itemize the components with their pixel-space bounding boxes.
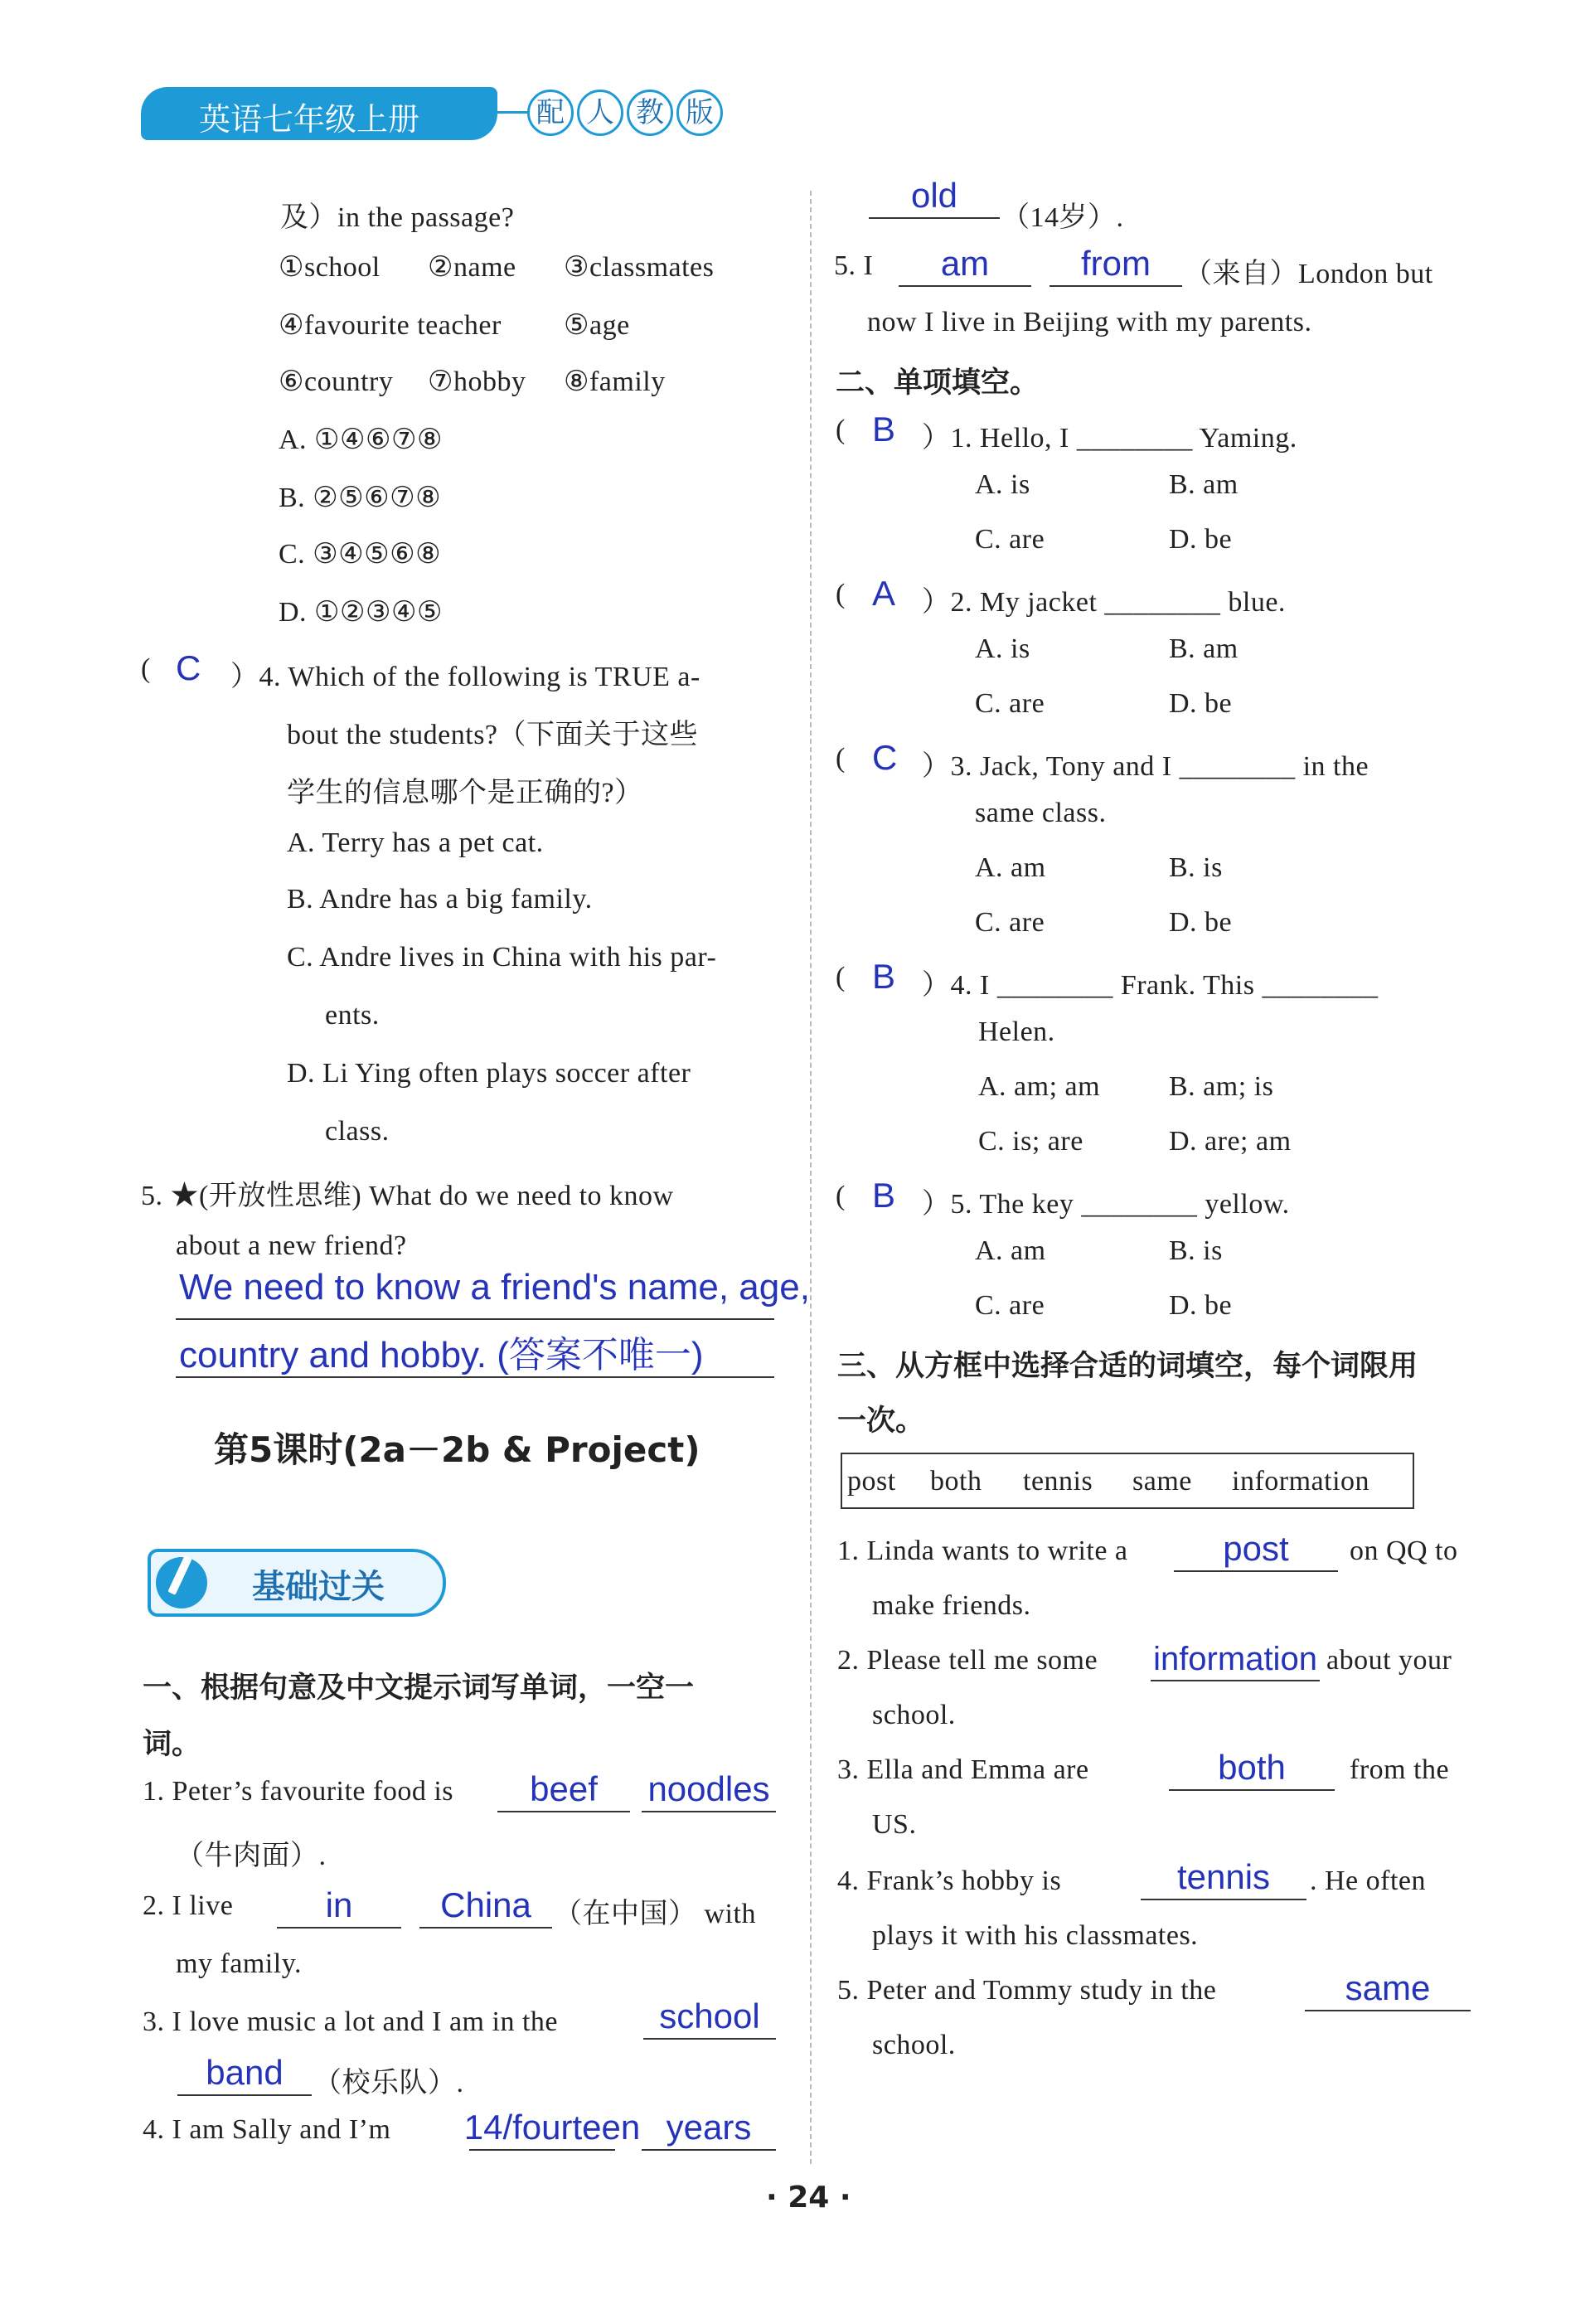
p1-s3-blank2 [177,2051,312,2096]
r-s4-post: （14岁）. [1001,202,1124,233]
badge-ren: 人 [577,90,623,136]
part2-title: 二、单项填空。 [836,366,1040,400]
mc4-stem: ）4. I ________ Frank. This ________ [922,970,1379,1001]
fill5-pre: 5. Peter and Tommy study in the [837,1975,1217,2006]
fill1-line2: make friends. [872,1590,1031,1621]
r-s4-blank [869,174,1000,219]
r-s5-answer2: from [1081,244,1151,283]
mc3-stem2: same class. [975,798,1107,828]
word-box-item: both [930,1466,982,1497]
q5-answer-line2: country and hobby. (答案不唯一) [179,1335,704,1375]
p1-s3-blank1 [643,1995,776,2040]
r-s4-answer: old [910,176,958,215]
p1-s2-pre: 2. I live [143,1890,234,1921]
fill3-pre: 3. Ella and Emma are [837,1754,1089,1785]
fill1-post: on QQ to [1350,1536,1458,1566]
mc1-opt-b: B. am [1169,469,1239,500]
q4-choice-b: B. Andre has a big family. [287,884,593,915]
q4-choice-c: C. Andre lives in China with his par- [287,942,717,973]
fill3-post: from the [1350,1754,1450,1785]
q3-option-6: ⑥country [279,366,394,397]
p1-s2-blank2 [419,1884,552,1929]
r-s5-post: （来自）London but [1184,259,1433,289]
fill4-post: . He often [1310,1866,1427,1896]
p1-s1-answer1: beef [530,1769,598,1808]
fill4-line2: plays it with his classmates. [872,1920,1199,1951]
mc4-paren: ( [836,962,846,992]
q3-tail: 及）in the passage? [280,202,515,233]
q4-paren-open: ( [141,653,151,684]
q3-choice-b: B. ②⑤⑥⑦⑧ [279,483,442,513]
mc2-answer: A [872,574,896,613]
r-s5-blank2 [1049,242,1182,287]
mc3-opt-b: B. is [1169,852,1223,883]
p1-s4-pre: 4. I am Sally and I’m [143,2114,391,2145]
badge-ban: 版 [676,90,723,136]
badge-jiao: 教 [627,90,673,136]
mc3-opt-d: D. be [1169,907,1233,938]
mc2-stem: ）2. My jacket ________ blue. [922,587,1286,618]
r-s5-line2: now I live in Beijing with my parents. [867,307,1312,337]
fill1-pre: 1. Linda wants to write a [837,1536,1128,1566]
mc1-paren: ( [836,415,846,445]
mc2-opt-d: D. be [1169,688,1233,719]
mc4-stem2: Helen. [978,1016,1055,1047]
fill4-blank [1141,1856,1306,1900]
r-s5-answer1: am [940,244,990,283]
mc4-opt-a: A. am; am [978,1071,1101,1102]
word-box-item: tennis [1023,1466,1093,1497]
p1-s1-post: （牛肉面）. [176,1841,327,1871]
q4-line2: bout the students?（下面关于这些 [287,720,699,750]
fill2-post: about your [1326,1645,1452,1676]
p1-s4-answer2: years [666,2108,752,2147]
header-connector [496,111,529,114]
mc5-answer: B [872,1176,896,1215]
r-s5-pre: 5. I [834,250,874,281]
fill2-blank [1151,1637,1320,1681]
part1-title: 一、根据句意及中文提示词写单词，一空一 [143,1671,695,1705]
fill2-answer: information [1153,1641,1317,1677]
mc3-opt-a: A. am [975,852,1046,883]
q4-choice-d: D. Li Ying often plays soccer after [287,1058,691,1089]
p1-s4-blank1 [463,2106,641,2151]
part1-title-cont: 词。 [143,1728,201,1761]
q4-choice-a: A. Terry has a pet cat. [287,827,544,858]
word-box-item: post [847,1466,896,1497]
section-badge-text: 基础过关 [252,1568,385,1606]
q4-choice-c-cont: ents. [325,1000,380,1031]
q4-choice-d-cont: class. [325,1116,390,1147]
fill3-line2: US. [872,1809,917,1840]
mc5-paren: ( [836,1181,846,1211]
mc4-opt-c: C. is; are [978,1126,1083,1157]
p1-s1-blank1 [497,1768,630,1812]
p1-s3-pre: 3. I love music a lot and I am in the [143,2006,558,2037]
p1-s2-answer2: China [440,1885,531,1924]
p1-s2-answer1: in [325,1885,353,1924]
p1-s2-post: （在中国） with [554,1899,756,1929]
p1-s4-blank2 [642,2106,776,2151]
part3-title-cont: 一次。 [837,1405,925,1438]
q3-choice-c: C. ③④⑤⑥⑧ [279,539,442,570]
fill2-line2: school. [872,1700,956,1730]
mc4-opt-d: D. are; am [1169,1126,1292,1157]
fill5-line2: school. [872,2030,956,2060]
mc1-opt-a: A. is [975,469,1030,500]
mc1-opt-c: C. are [975,524,1045,555]
mc1-answer: B [872,410,896,449]
q5-answer-line1: We need to know a friend's name, age, [179,1267,810,1308]
q3-option-1: ①school [279,252,381,283]
badge-pei: 配 [527,90,574,136]
mc3-paren: ( [836,743,846,774]
fill5-answer: same [1345,1968,1431,2007]
q3-option-5: ⑤age [564,310,630,341]
mc5-opt-a: A. am [975,1235,1046,1266]
p1-s3-answer2: band [206,2053,284,2092]
fill3-answer: both [1218,1748,1286,1787]
fill4-answer: tennis [1176,1857,1271,1896]
p1-s1-blank2 [642,1768,776,1812]
q5-answer-underline2 [176,1376,774,1378]
mc2-paren: ( [836,579,846,609]
q3-option-2: ②name [428,252,516,283]
mc3-opt-c: C. are [975,907,1045,938]
q4-line1: ）4. Which of the following is TRUE a- [230,662,700,692]
q4-answer: C [176,648,201,687]
word-box-item: same [1132,1466,1192,1497]
p1-s3-post: （校乐队）. [313,2068,464,2098]
p1-s1-answer2: noodles [647,1769,770,1808]
q5-answer-underline1 [176,1318,774,1320]
section-badge [148,1549,446,1617]
word-box-item: information [1232,1466,1370,1497]
mc4-opt-b: B. am; is [1169,1071,1274,1102]
mc5-stem: ）5. The key ________ yellow. [922,1189,1290,1220]
mc5-opt-c: C. are [975,1290,1045,1321]
q3-choice-a: A. ①④⑥⑦⑧ [279,425,443,455]
q3-option-4: ④favourite teacher [279,310,502,341]
lesson-title: 第5课时(2a－2b & Project) [214,1429,700,1470]
mc1-opt-d: D. be [1169,524,1233,555]
page-number: · 24 · [766,2181,851,2215]
header-title: 英语七年级上册 [199,101,420,138]
mc5-opt-d: D. be [1169,1290,1233,1321]
fill4-pre: 4. Frank’s hobby is [837,1866,1062,1896]
mc2-opt-c: C. are [975,688,1045,719]
q3-option-7: ⑦hobby [428,366,526,397]
fill5-blank [1305,1967,1471,2011]
header-title-tab [141,87,497,140]
q3-option-8: ⑧family [564,366,666,397]
mc4-answer: B [872,957,896,996]
fill3-blank [1169,1746,1335,1791]
fill2-pre: 2. Please tell me some [837,1645,1098,1676]
mc1-stem: ）1. Hello, I ________ Yaming. [922,423,1297,454]
p1-s1-pre: 1. Peter’s favourite food is [143,1776,454,1807]
word-box [841,1453,1414,1509]
mc2-opt-a: A. is [975,633,1030,664]
q5-line2: about a new friend? [176,1230,407,1261]
part3-title: 三、从方框中选择合适的词填空，每个词限用 [837,1350,1418,1383]
p1-s2-blank1 [277,1884,401,1929]
column-divider [810,191,812,2164]
q5-line1: 5. ★(开放性思维) What do we need to know [141,1181,674,1211]
mc5-opt-b: B. is [1169,1235,1223,1266]
q4-line3: 学生的信息哪个是正确的?） [287,778,643,808]
p1-s4-answer1: 14/fourteen [463,2108,641,2147]
q3-choice-d: D. ①②③④⑤ [279,597,443,628]
p1-s3-answer1: school [659,1997,760,2035]
p1-s2-post2: my family. [176,1948,302,1979]
fill1-answer: post [1223,1529,1289,1568]
mc3-answer: C [872,738,898,777]
fill1-blank [1174,1527,1338,1572]
mc3-stem: ）3. Jack, Tony and I ________ in the [922,751,1369,782]
mc2-opt-b: B. am [1169,633,1239,664]
q3-option-3: ③classmates [564,252,715,283]
r-s5-blank1 [899,242,1031,287]
